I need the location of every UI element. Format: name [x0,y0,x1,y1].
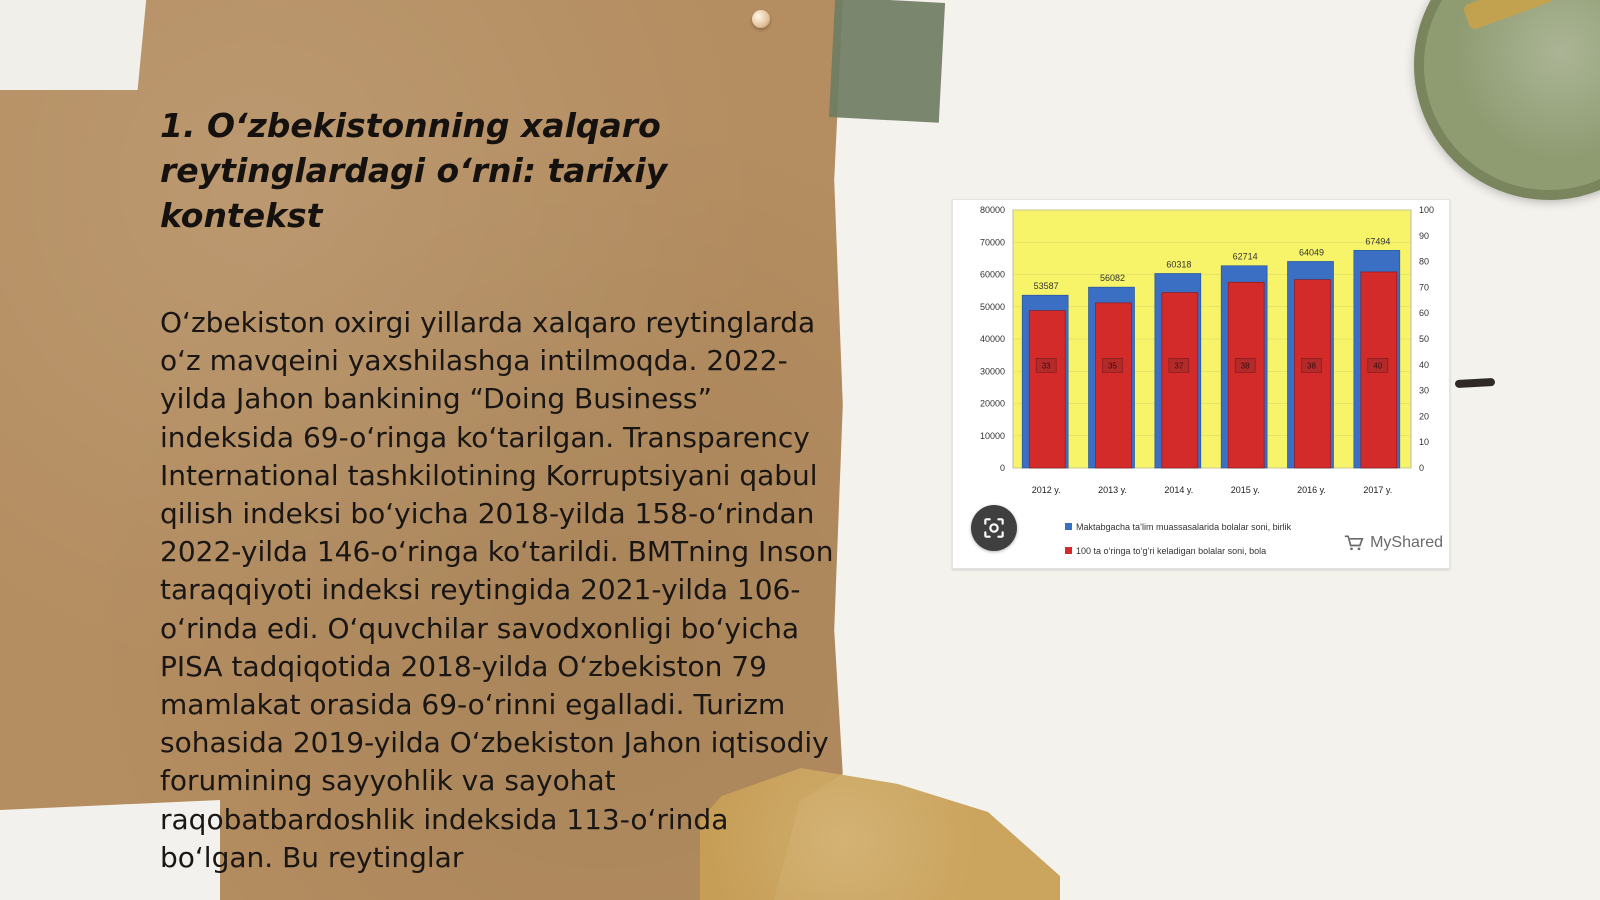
y-tick-label-left: 10000 [979,430,1005,441]
inner-value-label: 33 [1041,361,1051,371]
pushpin-icon [752,10,770,28]
bar-series-2 [1029,311,1065,468]
y-tick-label-left: 20000 [979,398,1005,409]
y-tick-label-left: 80000 [979,205,1005,215]
y-tick-label-right: 20 [1419,411,1430,422]
y-tick-label-right: 80 [1419,256,1430,267]
y-tick-label-right: 90 [1419,230,1430,241]
y-tick-label-right: 50 [1419,334,1430,344]
inner-value-label: 40 [1373,361,1383,371]
slide-body-text: O‘zbekiston oxirgi yillarda xalqaro reytinglarda o‘z mavqeini yaxshilashga intilmoqda. 2022-yilda Jahon bankining “Doing Business” indeksida 69-o‘ringa ko‘tarilgan. Transparency International tashkilotining Korruptsiyani qabul qilish indeksi bo‘yicha 2018-yilda 158-o‘rindan 2022-yilda 146-o‘ringa ko‘tarildi. BMTning Inson taraqqiyoti indeksi reytingida 2021-yilda 106-o‘rinda edi. O‘quvchilar savodxonligi bo‘yicha PISA tadqiqotida 2018-yilda O‘zbekiston 79 mamlakat orasida 69-o‘rinni egalladi. Turizm sohasida 2019-yilda O‘zbekiston Jahon iqtisodiy forumining sayyohlik va sayohat raqobatbardoshlik indeksida 113-o‘rinda bo‘lgan. Bu reytinglar [160,306,834,874]
x-tick-label: 2015 y. [1230,485,1260,495]
bar-series-2 [1096,303,1132,468]
slide-title: 1. O‘zbekistonning xalqaro reytinglardagi o‘rni: tarixiy kontekst [160,106,668,235]
y-tick-label-left: 60000 [979,269,1005,280]
inner-value-label: 38 [1240,361,1250,371]
x-tick-label: 2016 y. [1297,485,1326,495]
y-tick-label-left: 40000 [979,334,1005,344]
legend-label: Maktabgacha ta’lim muassasalarida bolalar soni, birlik [1076,522,1292,532]
legend-swatch [1065,523,1072,530]
y-tick-label-right: 70 [1419,282,1430,293]
legend-label: 100 ta o‘ringa to‘g‘ri keladigan bolalar soni, bola [1076,546,1267,556]
masking-tape [829,0,945,123]
bar-value-label: 62714 [1232,251,1258,262]
bar-value-label: 67494 [1365,236,1391,247]
y-tick-label-right: 60 [1419,308,1430,319]
myshared-watermark [1344,534,1443,552]
y-tick-label-left: 0 [999,463,1005,473]
inner-value-label: 37 [1174,361,1184,371]
google-lens-icon [981,515,1007,541]
y-tick-label-right: 30 [1419,385,1430,396]
bar-value-label: 60318 [1166,259,1192,270]
x-tick-label: 2014 y. [1164,485,1194,495]
y-tick-label-right: 10 [1419,437,1430,448]
inner-value-label: 38 [1307,361,1316,371]
bar-chart [953,200,1449,568]
bar-value-label: 56082 [1099,273,1126,284]
y-tick-label-right: 40 [1419,359,1430,370]
y-tick-label-left: 50000 [979,301,1005,312]
x-tick-label: 2017 y. [1363,485,1393,495]
x-tick-label: 2013 y. [1098,485,1127,495]
inner-value-label: 35 [1108,361,1117,371]
image-search-button[interactable] [971,505,1017,551]
cart-icon [1344,534,1364,552]
bar-series-2 [1228,282,1264,468]
bar-value-label: 64049 [1298,247,1325,258]
bar-series-2 [1295,280,1331,468]
y-tick-label-left: 70000 [979,237,1005,248]
bar-series-2 [1162,293,1198,468]
legend-swatch [1065,547,1072,554]
bar-value-label: 53587 [1033,281,1059,292]
x-tick-label: 2012 y. [1031,485,1061,495]
y-tick-label-left: 30000 [979,366,1005,377]
chart-image [952,199,1450,569]
y-tick-label-right: 0 [1419,463,1425,473]
brand-label: MyShared [1370,534,1443,551]
y-tick-label-right: 100 [1419,205,1435,215]
